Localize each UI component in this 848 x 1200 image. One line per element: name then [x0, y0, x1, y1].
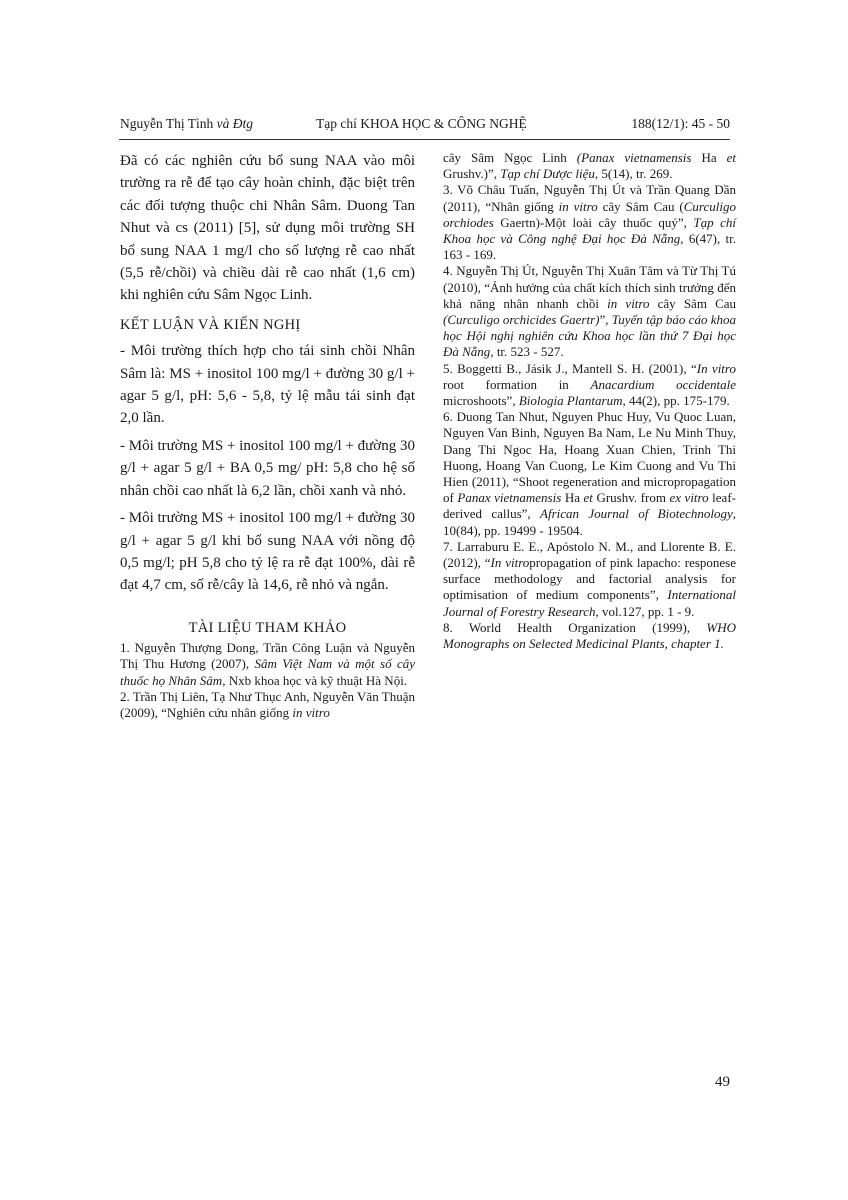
references-title: TÀI LIỆU THAM KHẢO	[188, 619, 347, 636]
header-journal: Tạp chí KHOA HỌC & CÔNG NGHỆ	[316, 116, 527, 131]
reference-7: 7. Larraburu E. E., Apóstolo N. M., and Llorente B. E. (2012), “In vitropropagation of pink lapacho: responese surface methodology and factorial analysis for optimisation of medium components”, International Journal of Forestry Research, vol.127, pp. 1 - 9.	[443, 538, 736, 619]
reference-5: 5. Boggetti B., Jásik J., Mantell S. H. (2001), “In vitro root formation in Anacardium occidentale microshoots”, Biologia Plantarum, 44(2), pp. 175-179.	[443, 360, 736, 409]
reference-1: 1. Nguyễn Thượng Dong, Trần Công Luận và Nguyễn Thị Thu Hương (2007), Sâm Việt Nam và một số cây thuốc họ Nhân Sâm, Nxb khoa học và kỹ thuật Hà Nội.	[120, 640, 415, 688]
header-rule	[119, 139, 730, 140]
reference-3: 3. Võ Châu Tuấn, Nguyễn Thị Út và Trần Quang Dần (2011), “Nhân giống in vitro cây Sâm Cau (Curculigo orchiodes Gaertn)-Một loài cây thuốc quý”, Tạp chí Khoa học và Công nghệ Đại học Đà Nẵng, 6(47), tr. 163 - 169.	[443, 182, 737, 263]
left-column	[120, 150, 415, 721]
conclusion-item: - Môi trường MS + inositol 100 mg/l + đường 30 g/l + agar 5 g/l + BA 0,5 mg/ pH: 5,8 cho hệ số nhân chồi cao nhất là 6,2 lần, chồi xanh và nhỏ.	[120, 437, 415, 499]
conclusion-item: - Môi trường thích hợp cho tái sinh chồi Nhân Sâm là: MS + inositol 100 mg/l + đường 30 g/l + agar 5 g/l, pH: 5,6 - 5,8, tỷ lệ mẫu tái sinh đạt 2,0 lần.	[120, 343, 415, 427]
conclusion-title: KẾT LUẬN VÀ KIẾN NGHỊ	[120, 316, 301, 333]
header-author-name: Nguyễn Thị Tình	[120, 116, 214, 131]
reference-2-cont: cây Sâm Ngọc Linh (Panax vietnamensis Ha et Grushv.)”, Tạp chí Dược liệu, 5(14), tr. 269.	[443, 150, 736, 182]
reference-6: 6. Duong Tan Nhut, Nguyen Phuc Huy, Vu Quoc Luan, Nguyen Van Binh, Nguyen Ba Nam, Le Nu Minh Thuy, Dang Thi Ngoc Ha, Hoang Xuan Chien, Trinh Thi Huong, Hoang Van Cuong, Le Kim Cuong and Vu Thi Hien (2011), “Shoot regeneration and micropropagation of Panax vietnamensis Ha et Grushv. from ex vitro leaf-derived callus”, African Journal of Biotechnology, 10(84), pp. 19499 - 19504.	[443, 409, 736, 538]
intro-paragraph: Đã có các nghiên cứu bổ sung NAA vào môi trường ra rễ để tạo cây hoàn chỉnh, đặc biệt trên các đối tượng thuộc chi Nhân Sâm. Duong Tan Nhut và cs (2011) [5], sử dụng môi trường SH bổ sung NAA 1 mg/l cho số lượng rễ cao nhất (5,5 rễ/chồi) và chiều dài rễ cao nhất (1,6 cm) khi nghiên cứu Sâm Ngọc Linh.	[120, 153, 415, 304]
page-number: 49	[715, 1074, 730, 1090]
header-author-suffix: và Đtg	[216, 116, 253, 131]
conclusion-item: - Môi trường MS + inositol 100 mg/l + đường 30 g/l + agar 5 g/l khi bổ sung NAA với nồng độ 0,5 mg/l; pH 5,8 cho tỷ lệ ra rễ đạt 100%, dài rễ đạt 4,7 cm, số rễ/cây là 14,6, rễ nhỏ và ngắn.	[120, 510, 415, 594]
right-column	[443, 150, 736, 652]
reference-2-start: 2. Trần Thị Liên, Tạ Như Thục Anh, Nguyễn Văn Thuận (2009), “Nghiên cứu nhân giống in vitro	[120, 688, 415, 720]
header-authors	[120, 116, 253, 132]
header-issue: 188(12/1): 45 - 50	[631, 116, 730, 131]
reference-8: 8. World Health Organization (1999), WHO Monographs on Selected Medicinal Plants, chapter 1.	[443, 619, 736, 652]
reference-4: 4. Nguyễn Thị Út, Nguyễn Thị Xuân Tâm và Từ Thị Tú (2010), “Ảnh hưởng của chất kích thích sinh trưởng đến khả năng nhân nhanh chồi in vitro cây Sâm Cau (Curculigo orchicides Gaertr)”, Tuyển tập báo cáo khoa học Hội nghị nghiên cứu Khoa học lần thứ 7 Đại học Đà Nẵng, tr. 523 - 527.	[443, 263, 737, 360]
